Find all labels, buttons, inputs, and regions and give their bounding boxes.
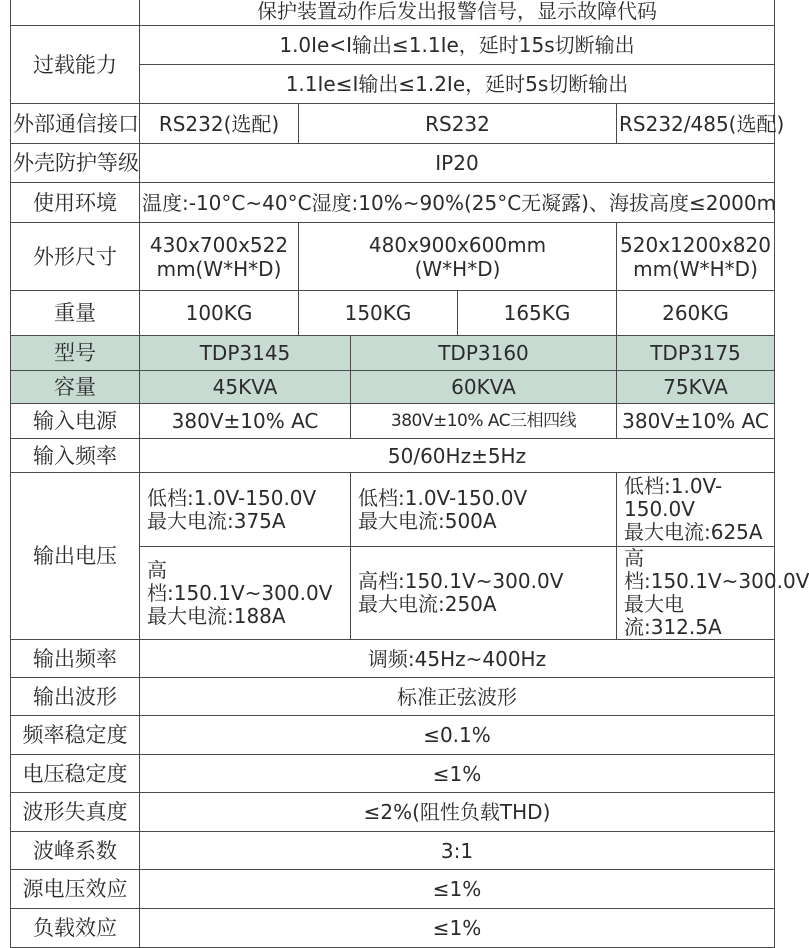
- waveform-value: 标准正弦波形: [140, 678, 775, 716]
- output-voltage-low-2: [351, 473, 617, 547]
- overload-line-1: 1.0Ie<I输出≤1.1Ie，延时15s切断输出: [140, 26, 775, 65]
- output-voltage-high-1: [140, 547, 351, 640]
- input-power-value-2: 380V±10% AC三相四线: [351, 404, 617, 439]
- low-current-2: 最大电流:500A: [358, 508, 497, 533]
- input-power-value-1: 380V±10% AC: [140, 404, 351, 439]
- high-range-1: 高档:150.1V~300.0V: [147, 557, 333, 605]
- freq-stability-label: 频率稳定度: [11, 716, 140, 755]
- weight-label: 重量: [11, 291, 140, 336]
- input-freq-row: [11, 439, 775, 473]
- low-range-2: 低档:1.0V-150.0V: [358, 485, 528, 510]
- weight-value-4: 260KG: [617, 291, 775, 336]
- output-voltage-high-3: [617, 546, 809, 640]
- model-label: 型号: [11, 336, 140, 371]
- high-current-3: 最大电流:312.5A: [624, 592, 722, 639]
- ip-value: IP20: [140, 144, 775, 183]
- comm-value-2: RS232: [299, 104, 617, 144]
- crest-label: 波峰系数: [11, 832, 140, 870]
- protection-row: [11, 0, 775, 26]
- capacity-value-3: 75KVA: [617, 371, 775, 404]
- input-freq-label: 输入频率: [11, 439, 140, 473]
- distortion-label: 波形失真度: [11, 793, 140, 832]
- output-voltage-low-row: [11, 473, 775, 547]
- freq-stability-row: [11, 716, 775, 755]
- dims-value-3-size: 520x1200x820: [620, 232, 771, 257]
- output-voltage-low-1: [140, 473, 351, 547]
- dims-value-3: [617, 223, 775, 291]
- crest-row: [11, 832, 775, 870]
- low-current-3: 最大电流:625A: [624, 520, 763, 544]
- freq-stability-value: ≤0.1%: [140, 716, 775, 755]
- dims-value-1: [140, 223, 299, 291]
- source-effect-row: [11, 870, 775, 909]
- protection-value: 保护装置动作后发出报警信号，显示故障代码: [140, 0, 775, 26]
- weight-value-3: 165KG: [458, 291, 617, 336]
- output-voltage-high-2: [351, 547, 617, 640]
- model-value-3: TDP3175: [617, 336, 775, 371]
- spec-sheet: [10, 0, 809, 948]
- volt-stability-row: [11, 755, 775, 793]
- source-effect-value: ≤1%: [140, 870, 775, 909]
- capacity-label: 容量: [11, 371, 140, 404]
- output-voltage-label: 输出电压: [11, 473, 140, 640]
- capacity-value-1: 45KVA: [140, 371, 351, 404]
- input-freq-value: 50/60Hz±5Hz: [140, 439, 775, 473]
- ip-row: [11, 144, 775, 183]
- model-row: [11, 336, 775, 371]
- load-effect-value: ≤1%: [140, 909, 775, 948]
- comm-value-3: RS232/485(选配): [617, 104, 775, 144]
- overload-label: 过载能力: [11, 26, 140, 104]
- input-power-label: 输入电源: [11, 404, 140, 439]
- load-effect-row: [11, 909, 775, 948]
- capacity-value-2: 60KVA: [351, 371, 617, 404]
- high-current-2: 最大电流:250A: [358, 592, 497, 616]
- output-freq-label: 输出频率: [11, 640, 140, 678]
- dims-row: [11, 223, 775, 291]
- spec-table: [10, 0, 809, 948]
- dims-value-2: [299, 223, 617, 291]
- waveform-row: [11, 678, 775, 716]
- output-freq-row: [11, 640, 775, 678]
- volt-stability-label: 电压稳定度: [11, 755, 140, 793]
- ip-label: 外壳防护等级: [11, 144, 140, 183]
- input-power-value-3: 380V±10% AC: [617, 404, 775, 439]
- comm-row: [11, 104, 775, 144]
- high-range-3: 高档:150.1V~300.0V: [624, 546, 809, 593]
- distortion-value: ≤2%(阻性负载THD): [140, 793, 775, 832]
- distortion-row: [11, 793, 775, 832]
- dims-value-2-unit: (W*H*D): [414, 256, 501, 281]
- waveform-label: 输出波形: [11, 678, 140, 716]
- overload-row-1: [11, 26, 775, 65]
- comm-label: 外部通信接口: [11, 104, 140, 144]
- protection-label-cell: [11, 0, 140, 26]
- model-value-2: TDP3160: [351, 336, 617, 371]
- volt-stability-value: ≤1%: [140, 755, 775, 793]
- dims-value-2-size: 480x900x600mm: [368, 232, 547, 257]
- output-freq-value: 调频:45Hz~400Hz: [140, 640, 775, 678]
- model-value-1: TDP3145: [140, 336, 351, 371]
- dims-value-3-unit: mm(W*H*D): [633, 256, 758, 281]
- source-effect-label: 源电压效应: [11, 870, 140, 909]
- load-effect-label: 负载效应: [11, 909, 140, 948]
- dims-label: 外形尺寸: [11, 223, 140, 291]
- output-voltage-low-3: [617, 473, 775, 547]
- weight-row: [11, 291, 775, 336]
- env-label: 使用环境: [11, 183, 140, 223]
- low-range-3: 低档:1.0V-150.0V: [624, 474, 723, 521]
- weight-value-1: 100KG: [140, 291, 299, 336]
- dims-value-1-size: 430x700x522: [149, 232, 289, 257]
- high-range-2: 高档:150.1V~300.0V: [358, 569, 564, 593]
- comm-value-1: RS232(选配): [140, 104, 299, 144]
- crest-value: 3:1: [140, 832, 775, 870]
- low-range-1: 低档:1.0V-150.0V: [147, 485, 317, 510]
- weight-value-2: 150KG: [299, 291, 458, 336]
- low-current-1: 最大电流:375A: [147, 508, 286, 533]
- overload-line-2: 1.1Ie≤I输出≤1.2Ie，延时5s切断输出: [140, 65, 775, 104]
- capacity-row: [11, 371, 775, 404]
- dims-value-1-unit: mm(W*H*D): [156, 256, 282, 281]
- env-value: 温度:-10°C~40°C湿度:10%~90%(25°C无凝露)、海拔高度≤2000m: [140, 183, 775, 223]
- env-row: [11, 183, 775, 223]
- high-current-1: 最大电流:188A: [147, 603, 286, 628]
- input-power-row: [11, 404, 775, 439]
